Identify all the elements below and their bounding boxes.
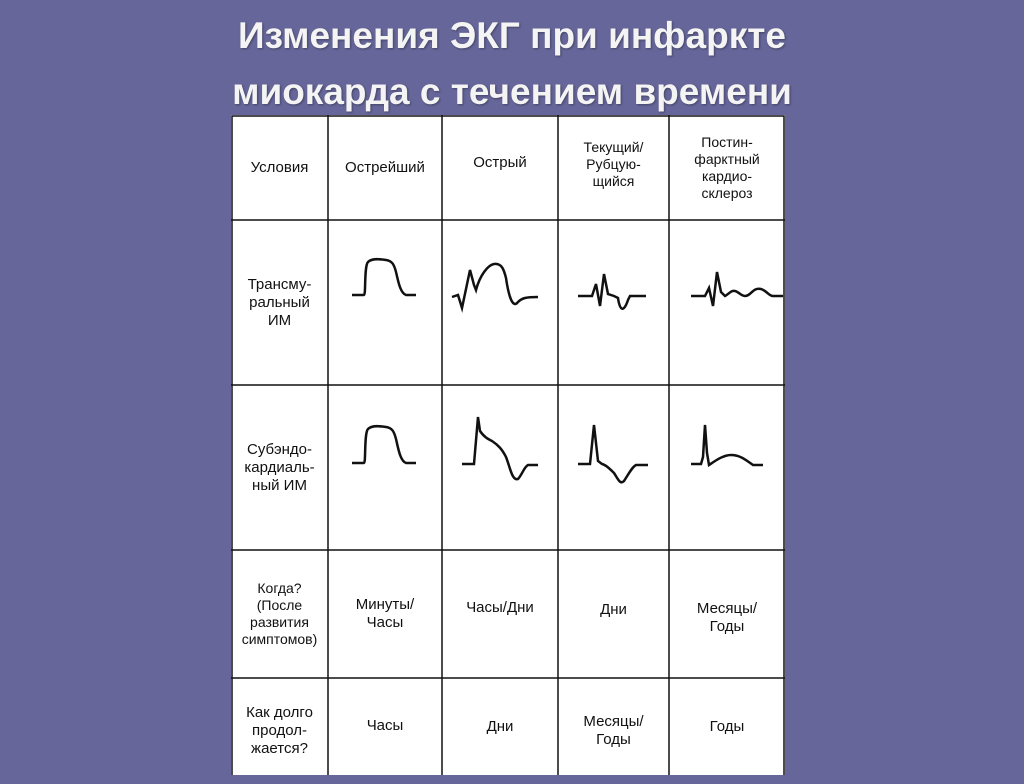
header-conditions: Условия: [250, 158, 309, 176]
duration-healing: Месяцы/ Годы: [583, 713, 644, 748]
when-healing: Дни: [600, 601, 627, 618]
header-hyperacute: Острейший: [345, 158, 425, 176]
row-label-when: Когда? (После развития симптомов): [241, 580, 318, 647]
header-acute: Острый: [473, 153, 527, 171]
when-post: Месяцы/ Годы: [696, 600, 758, 635]
row-label-subendocardial: Субэндо- кардиаль- ный ИМ: [244, 440, 315, 494]
title-line-2: миокарда с течением времени: [232, 71, 792, 112]
ecg-transmural-acute: [442, 220, 558, 385]
ecg-transmural-healing: [558, 220, 669, 385]
when-hyperacute: Минуты/ Часы: [355, 596, 415, 631]
when-acute: Часы/Дни: [466, 599, 534, 616]
row-label-transmural: Трансму- ральный ИМ: [247, 275, 312, 329]
ecg-subendo-hyperacute: [328, 385, 442, 550]
row-label-duration: Как долго продол- жается?: [246, 704, 313, 757]
header-healing: Текущий/ Рубцую- щийся: [583, 139, 644, 189]
ecg-transmural-post: [669, 220, 785, 385]
duration-post: Годы: [709, 718, 745, 735]
header-post-infarction: Постин- фарктный кардио- склероз: [694, 133, 760, 201]
duration-hyperacute: Часы: [366, 717, 404, 734]
ecg-stages-table: [231, 115, 785, 775]
ecg-subendo-post: [669, 385, 785, 550]
ecg-transmural-hyperacute: [328, 220, 442, 385]
duration-acute: Дни: [486, 718, 514, 735]
title-line-1: Изменения ЭКГ при инфаркте: [238, 15, 786, 56]
ecg-subendo-acute: [442, 385, 558, 550]
slide-title: [0, 8, 1024, 120]
ecg-subendo-healing: [558, 385, 669, 550]
